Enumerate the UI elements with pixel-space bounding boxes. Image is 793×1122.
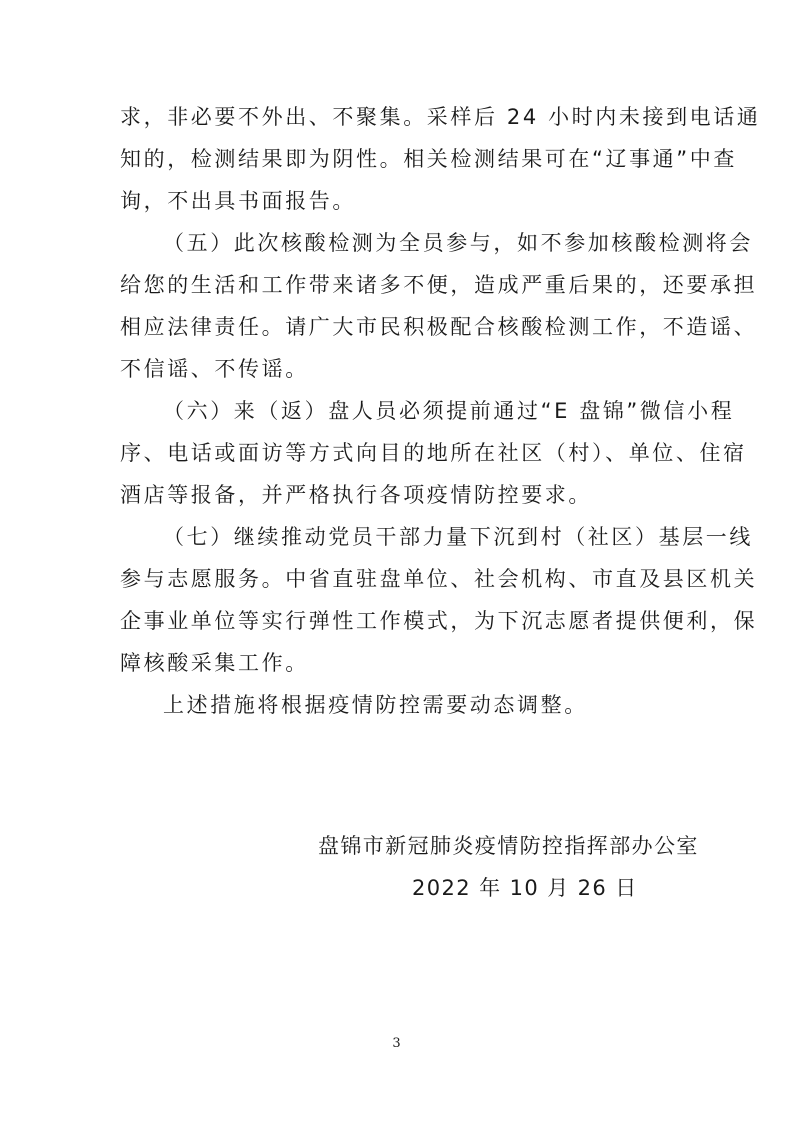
body-line: 企事业单位等实行弹性工作模式，为下沉志愿者提供便利，保 (120, 609, 758, 633)
body-line: 相应法律责任。请广大市民积极配合核酸检测工作，不造谣、 (120, 315, 758, 339)
body-line: 知的，检测结果即为阴性。相关检测结果可在“辽事通”中查 (120, 147, 737, 171)
signature-date: 2022 年 10 月 26 日 (412, 876, 638, 900)
body-line: 障核酸采集工作。 (120, 651, 309, 675)
signature-organization: 盘锦市新冠肺炎疫情防控指挥部办公室 (318, 834, 699, 858)
body-line: 序、电话或面访等方式向目的地所在社区（村）、单位、住宿 (120, 441, 747, 465)
page-number: 3 (392, 1036, 401, 1051)
closing-statement: 上述措施将根据疫情防控需要动态调整。 (163, 693, 588, 717)
body-line: 给您的生活和工作带来诸多不便，造成严重后果的，还要承担 (120, 273, 758, 297)
body-line: 询，不出具书面报告。 (120, 189, 356, 213)
body-line: 酒店等报备，并严格执行各项疫情防控要求。 (120, 483, 592, 507)
body-line: 求，非必要不外出、不聚集。采样后 24 小时内未接到电话通 (120, 105, 761, 129)
body-line: 参与志愿服务。中省直驻盘单位、社会机构、市直及县区机关 (120, 567, 758, 591)
body-line: 不信谣、不传谣。 (120, 357, 309, 381)
paragraph-five-first-line: （五）此次核酸检测为全员参与，如不参加核酸检测将会 (163, 231, 753, 255)
paragraph-seven-first-line: （七）继续推动党员干部力量下沉到村（社区）基层一线 (163, 525, 753, 549)
paragraph-six-first-line: （六）来（返）盘人员必须提前通过“E 盘锦”微信小程 (163, 399, 735, 423)
